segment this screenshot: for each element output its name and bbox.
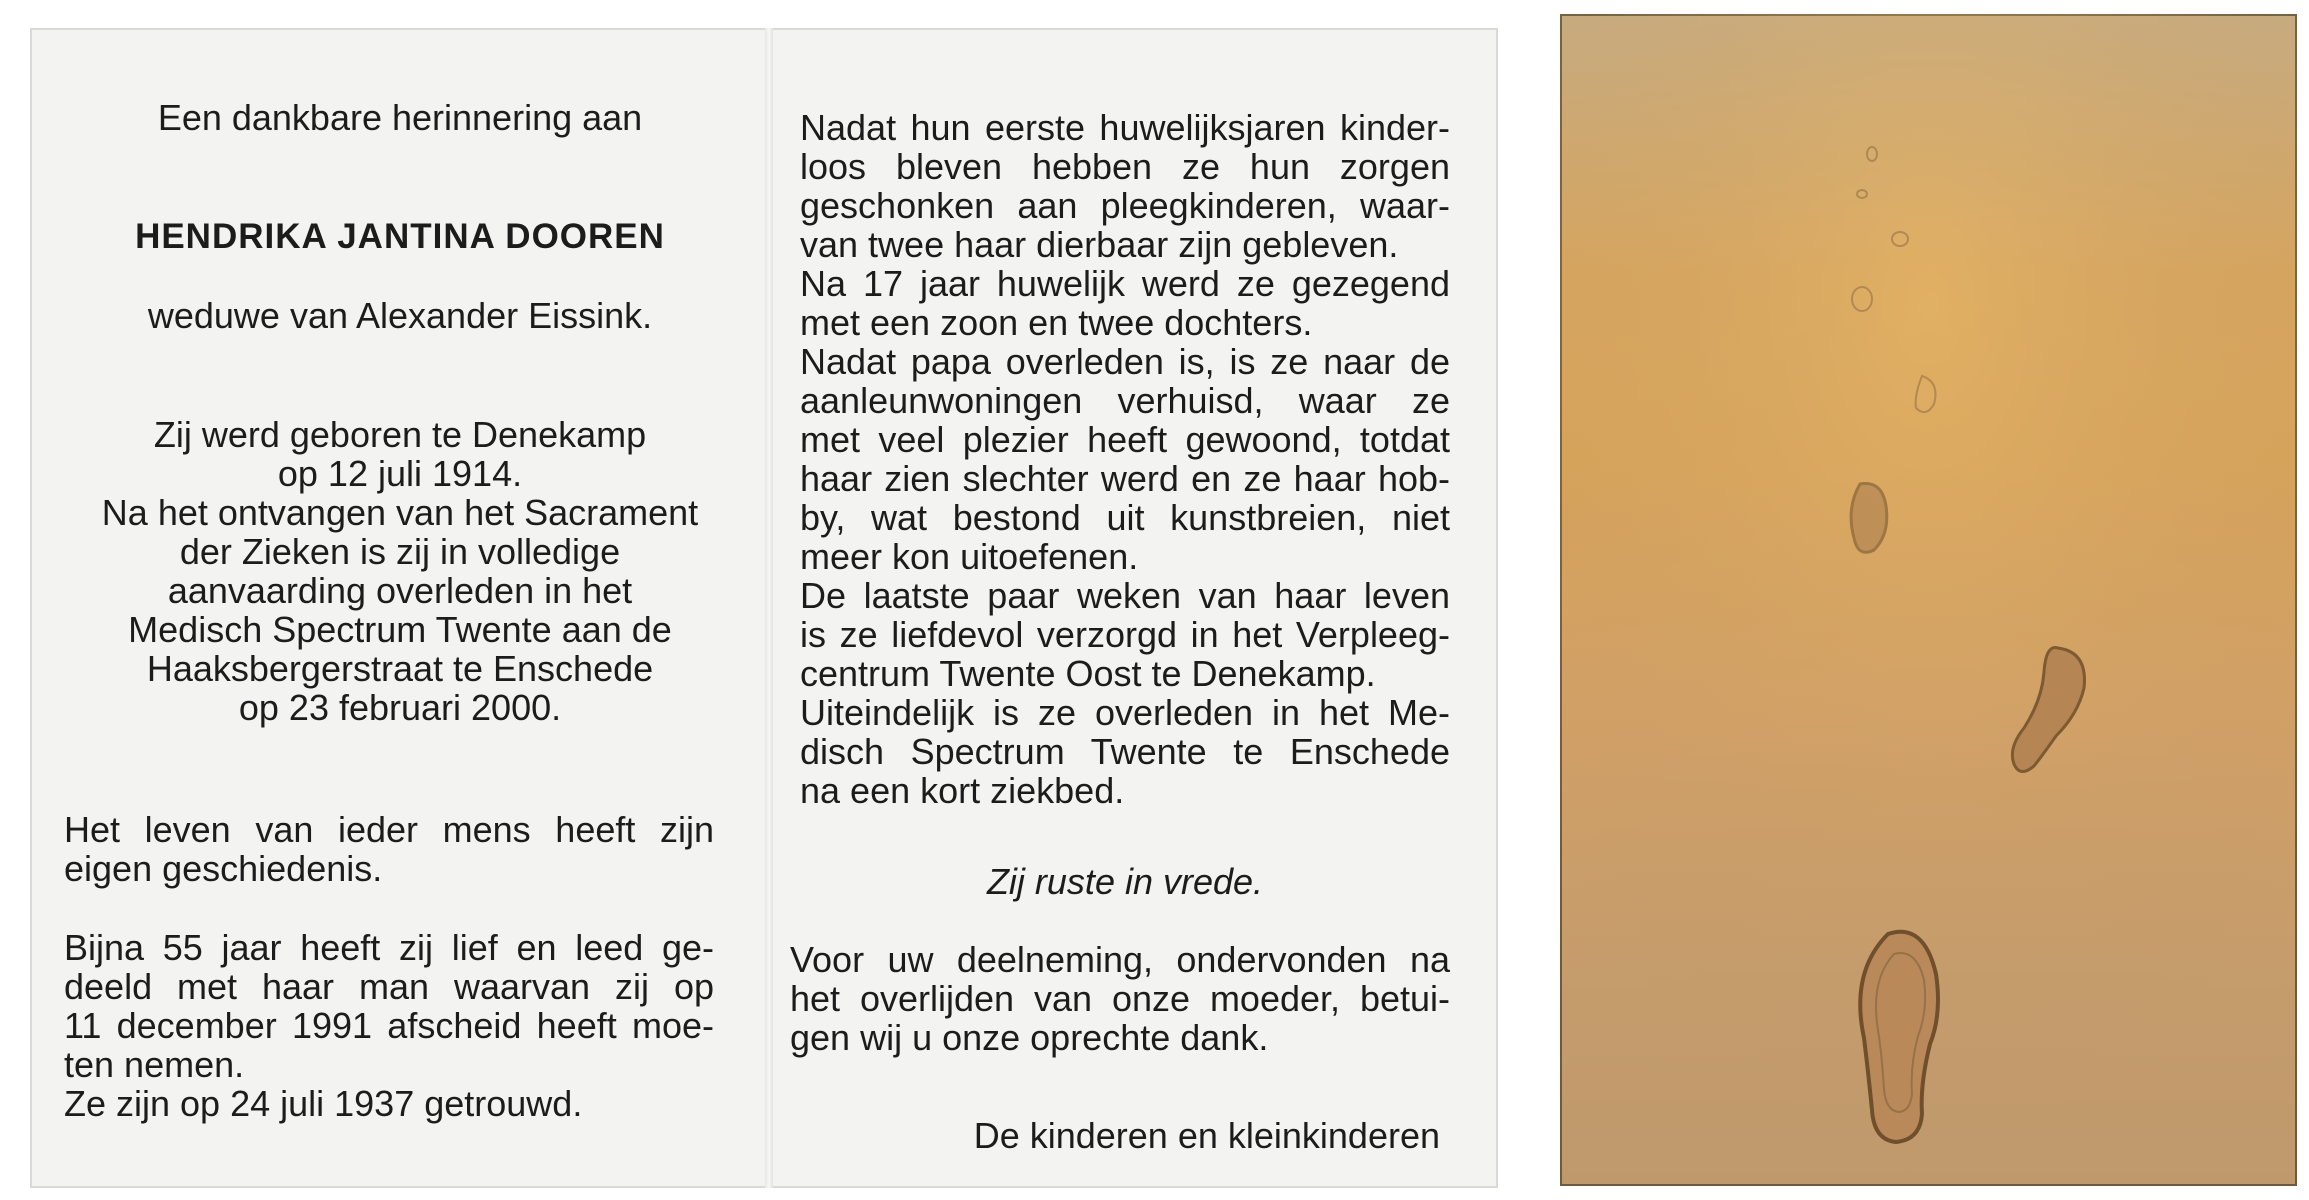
story-line: centrum Twente Oost te Denekamp.	[800, 653, 1376, 694]
story-line: Nadat hun eerste huwelijksjaren kinder-	[800, 107, 1450, 148]
story-line: by, wat bestond uit kunstbreien, niet	[800, 497, 1450, 538]
footprints-in-sand-icon	[1560, 14, 2297, 1186]
thanks-line: gen wij u onze oprechte dank.	[790, 1017, 1269, 1058]
paragraph-line: 11 december 1991 afscheid heeft moe-	[64, 1005, 714, 1046]
paragraph-line: Het leven van ieder mens heeft zijn	[64, 809, 714, 850]
marriage-paragraph	[64, 928, 714, 1123]
bio-line: der Zieken is zij in volledige	[179, 531, 621, 572]
rest-in-peace: Zij ruste in vrede.	[986, 861, 1264, 902]
bio-line: Zij werd geboren te Denekamp	[153, 414, 647, 455]
bio-line: Na het ontvangen van het Sacrament	[101, 492, 699, 533]
footprint-mid	[1851, 483, 1887, 552]
story-line: meer kon uitoefenen.	[800, 536, 1139, 577]
bio-line: op 23 februari 2000.	[238, 687, 562, 728]
story-line: haar zien slechter werd en ze haar hob-	[800, 458, 1450, 499]
story-line: loos bleven hebben ze hun zorgen	[800, 146, 1450, 187]
biography	[70, 415, 730, 727]
story-line: met veel plezier heeft gewoond, totdat	[800, 419, 1450, 460]
story-line: De laatste paar weken van haar leven	[800, 575, 1450, 616]
story-line: Nadat papa overleden is, is ze naar de	[800, 341, 1450, 382]
thanks-paragraph	[790, 940, 1450, 1057]
story-line: met een zoon en twee dochters.	[800, 302, 1313, 343]
paragraph-line: Bijna 55 jaar heeft zij lief en leed ge-	[64, 927, 714, 968]
bio-line: op 12 juli 1914.	[277, 453, 523, 494]
intro-line: Een dankbare herinnering aan	[157, 97, 643, 138]
story-line: van twee haar dierbaar zijn gebleven.	[800, 224, 1399, 265]
life-paragraph	[64, 810, 714, 888]
story-line: disch Spectrum Twente te Enschede	[800, 731, 1450, 772]
deceased-name: HENDRIKA JANTINA DOOREN	[135, 217, 665, 256]
bio-line: Medisch Spectrum Twente aan de	[128, 609, 672, 650]
bio-line: Haaksbergerstraat te Enschede	[146, 648, 654, 689]
story-line: Uiteindelijk is ze overleden in het Me-	[800, 692, 1450, 733]
card-fold	[765, 28, 773, 1188]
widow-line: weduwe van Alexander Eissink.	[147, 295, 653, 336]
signature: De kinderen en kleinkinderen	[973, 1115, 1440, 1156]
memorial-card-inside	[30, 28, 1498, 1188]
story-line: geschonken aan pleegkinderen, waar-	[800, 185, 1450, 226]
thanks-line: het overlijden van onze moeder, betui-	[790, 978, 1450, 1019]
paragraph-line: eigen geschiedenis.	[64, 848, 383, 889]
life-story-paragraph	[800, 108, 1450, 810]
bio-line: aanvaarding overleden in het	[167, 570, 633, 611]
thanks-line: Voor uw deelneming, ondervonden na	[790, 939, 1450, 980]
footprints-photo	[1560, 14, 2297, 1186]
paragraph-line: deeld met haar man waarvan zij op	[64, 966, 714, 1007]
paragraph-line: ten nemen.	[64, 1044, 245, 1085]
story-line: na een kort ziekbed.	[800, 770, 1125, 811]
story-line: Na 17 jaar huwelijk werd ze gezegend	[800, 263, 1450, 304]
story-line: aanleunwoningen verhuisd, waar ze	[800, 380, 1450, 421]
story-line: is ze liefdevol verzorgd in het Verpleeg-	[800, 614, 1450, 655]
paragraph-line: Ze zijn op 24 juli 1937 getrouwd.	[64, 1083, 583, 1124]
